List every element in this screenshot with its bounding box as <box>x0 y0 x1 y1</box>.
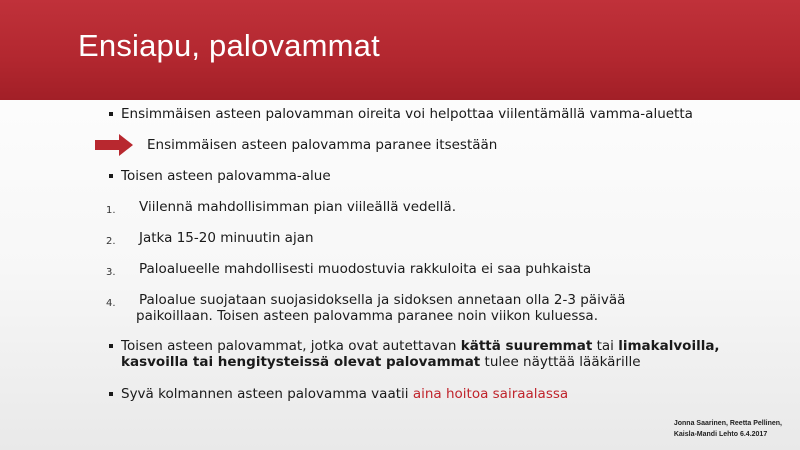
bullet-square-icon <box>109 392 113 396</box>
bullet-text: Syvä kolmannen asteen palovamma vaatii aina hoitoa sairaalassa <box>121 386 569 402</box>
step-number: 4. <box>106 298 116 309</box>
step-number: 2. <box>106 236 116 247</box>
bullet-square-icon <box>109 112 113 116</box>
step-text-line1: Paloalue suojataan suojasidoksella ja sidoksen annetaan olla 2-3 päivää <box>139 292 626 308</box>
bullet-square-icon <box>109 344 113 348</box>
slide-title: Ensiapu, palovammat <box>78 28 380 63</box>
step-text-line2: paikoillaan. Toisen asteen palovamma paranee noin viikon kuluessa. <box>136 308 598 324</box>
step-text: Jatka 15-20 minuutin ajan <box>139 230 314 246</box>
bullet-square-icon <box>109 174 113 178</box>
hospital-highlight: aina hoitoa sairaalassa <box>412 386 569 402</box>
author-credit-line2: Kaisla-Mandi Lehto 6.4.2017 <box>673 431 768 438</box>
step-text: Paloalueelle mahdollisesti muodostuvia rakkuloita ei saa puhkaista <box>139 261 592 277</box>
bullet-text: Toisen asteen palovammat, jotka ovat autettavan kättä suuremmat tai limakalvoilla, <box>121 338 720 354</box>
title-bar <box>0 0 800 100</box>
right-arrow-icon <box>95 134 133 156</box>
step-number: 3. <box>106 267 116 278</box>
author-credit <box>674 418 782 440</box>
bullet-text: Ensimmäisen asteen palovamman oireita voi helpottaa viilentämällä vamma-aluetta <box>121 106 693 122</box>
step-text: Viilennä mahdollisimman pian viileällä vedellä. <box>139 199 456 215</box>
arrow-note-text: Ensimmäisen asteen palovamma paranee itsestään <box>147 137 498 153</box>
bullet-text: Toisen asteen palovamma-alue <box>121 168 331 184</box>
bullet-text-line2: kasvoilla tai hengitysteissä olevat palovammat tulee näyttää lääkärille <box>121 354 641 370</box>
author-credit-line1: Jonna Saarinen, Reetta Pellinen, <box>673 420 782 427</box>
step-number: 1. <box>106 205 116 216</box>
